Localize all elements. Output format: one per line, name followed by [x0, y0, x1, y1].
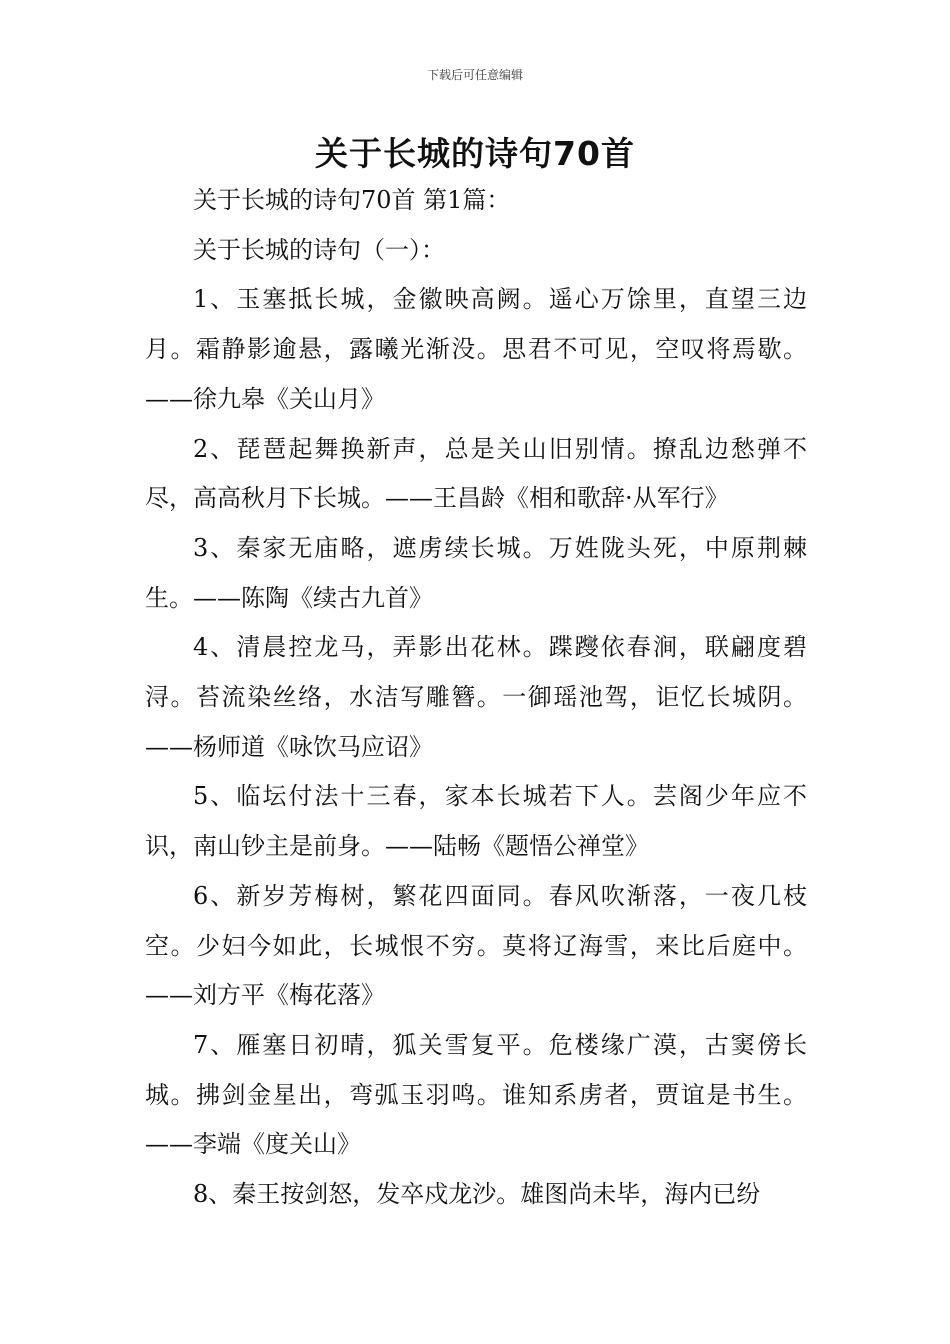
- document-body: [145, 176, 807, 1220]
- poem-item-1: 1、玉塞抵长城，金徽映高阙。遥心万馀里，直望三边月。霜静影逾悬，露曦光渐没。思君不可见，空叹将焉歇。——徐九皋《关山月》: [145, 285, 807, 413]
- section-heading: 关于长城的诗句70首 第1篇：: [193, 186, 511, 214]
- poem-item-2: 2、琵琶起舞换新声，总是关山旧别情。撩乱边愁弹不尽，高高秋月下长城。——王昌龄《相和歌辞·从军行》: [145, 434, 807, 513]
- poem-item-7: 7、雁塞日初晴，狐关雪复平。危楼缘广漠，古窦傍长城。拂剑金星出，弯弧玉羽鸣。谁知系虏者，贾谊是书生。——李端《度关山》: [145, 1030, 807, 1159]
- poem-item-6: 6、新岁芳梅树，繁花四面同。春风吹渐落，一夜几枝空。少妇今如此，长城恨不穷。莫将辽海雪，来比后庭中。——刘方平《梅花落》: [145, 881, 807, 1010]
- poem-item-3: 3、秦家无庙略，遮虏续长城。万姓陇头死，中原荆棘生。——陈陶《续古九首》: [145, 533, 807, 612]
- document-title: 关于长城的诗句70首: [315, 134, 635, 173]
- subsection-heading: 关于长城的诗句（一）：: [193, 235, 445, 264]
- poem-item-4: 4、清晨控龙马，弄影出花林。蹀躞依春涧，联翩度碧浔。苔流染丝络，水洁写雕簪。一御瑶池驾，讵忆长城阴。——杨师道《咏饮马应诏》: [145, 633, 807, 761]
- header-note: 下载后可任意编辑: [426, 68, 523, 82]
- poem-item-8: 8、秦王按剑怒，发卒戍龙沙。雄图尚未毕，海内已纷: [193, 1180, 761, 1209]
- poem-item-5: 5、临坛付法十三春，家本长城若下人。芸阁少年应不识，南山钞主是前身。——陆畅《题悟公禅堂》: [145, 782, 807, 861]
